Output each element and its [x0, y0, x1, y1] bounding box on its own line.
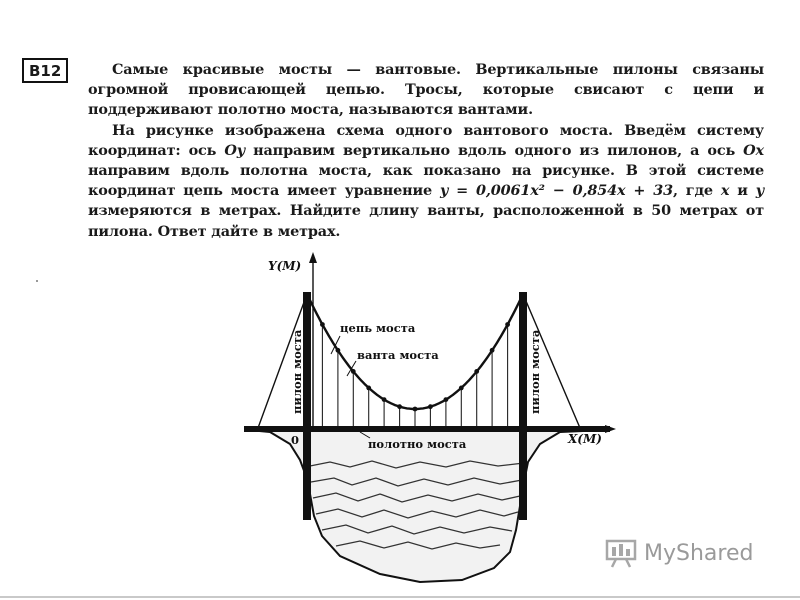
- chain-node: [351, 369, 356, 374]
- keyword-pylons: пилоны: [612, 61, 678, 78]
- pylon-label-left: пилон моста: [290, 329, 304, 414]
- keyword-chain: цепью: [325, 81, 380, 99]
- text-span: Самые красивые мосты — вантовые. Вертикальные: [112, 61, 613, 78]
- cable-label: ванта моста: [357, 348, 439, 362]
- text-span: .: [528, 101, 533, 119]
- chain-node: [320, 322, 325, 327]
- chain-node: [490, 348, 495, 353]
- y-axis-arrow: [309, 252, 317, 263]
- chain-node: [397, 404, 402, 409]
- pylon-left-base: [303, 430, 311, 520]
- problem-number-badge: B12: [22, 58, 68, 83]
- x-axis-arrow: [605, 425, 616, 433]
- text-span: На рисунке изображена схема одного вантового моста. Введём систему координат: ось: [88, 121, 764, 159]
- var-oy: Oy: [224, 141, 246, 159]
- chain-node: [366, 386, 371, 391]
- watermark: [604, 536, 753, 570]
- watermark-text: MyShared: [644, 540, 754, 566]
- chain-node: [413, 407, 418, 412]
- chain-node: [444, 397, 449, 402]
- chain-node: [382, 397, 387, 402]
- problem-paragraph-2: [88, 121, 764, 242]
- keyword-cables: вантами: [457, 101, 529, 119]
- pylon-label-right: пилон моста: [528, 329, 542, 414]
- text-span: . Тросы, которые свисают с цепи и поддерживают: [88, 81, 764, 119]
- y-axis-label: Y(M): [268, 259, 302, 273]
- var-y: y: [755, 182, 765, 200]
- chain-node: [474, 369, 479, 374]
- text-span: и: [729, 182, 756, 200]
- pylon-right: [519, 292, 527, 432]
- var-x: x: [720, 182, 730, 200]
- text-span: связаны огромной провисающей: [88, 61, 765, 99]
- x-axis-label: X(M): [568, 432, 602, 446]
- chain-label: цепь моста: [340, 321, 416, 335]
- text-span: , где: [672, 182, 721, 200]
- var-ox: Ox: [743, 141, 764, 159]
- text-span: направим вдоль полотна моста, как показано на рисунке. В этой системе координат цепь моста имеет уравнение: [88, 162, 764, 200]
- text-span: измеряются в метрах. Найдите длину ванты, расположенной в 50 метрах от пилона. Ответ дайте в метрах.: [88, 202, 764, 240]
- chain-node: [505, 322, 510, 327]
- problem-text: [88, 60, 764, 242]
- pylon-left: [303, 292, 311, 432]
- chain-node: [459, 386, 464, 391]
- keyword-deck: полотно моста: [217, 101, 339, 119]
- text-span: направим вертикально вдоль одного из пилонов, а ось: [245, 141, 744, 159]
- chain-node: [336, 348, 341, 353]
- chain-node: [428, 404, 433, 409]
- text-span: , называются: [338, 101, 458, 119]
- origin-label: 0: [291, 433, 300, 447]
- deck-label: полотно моста: [368, 437, 467, 451]
- chain-equation: y = 0,0061x² − 0,854x + 33: [439, 182, 673, 200]
- riverbed: [248, 430, 606, 582]
- presentation-board-icon: [604, 538, 638, 568]
- bridge-deck: [244, 426, 610, 432]
- bottom-divider: [0, 596, 800, 598]
- problem-paragraph-1: [88, 60, 764, 121]
- pylon-right-base: [519, 430, 527, 520]
